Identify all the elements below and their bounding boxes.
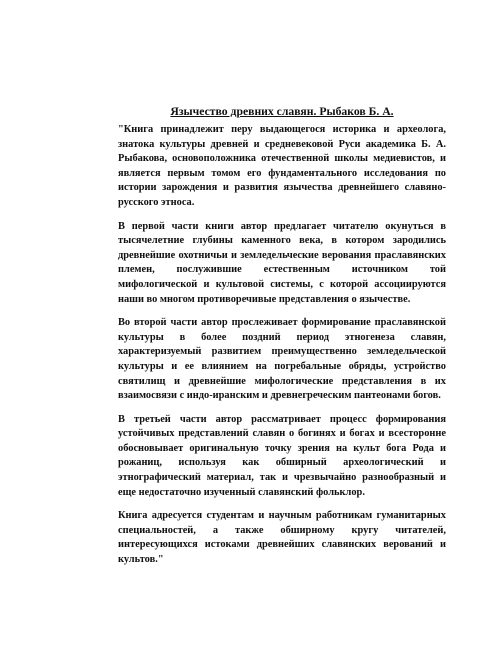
- paragraph-part-two: Во второй части автор прослеживает формирование праславянской культуры в более поздний период этногенеза славян, характеризуемый развитием преимущественно земледельческой культуры и ее влиянием на погребальные обряды, устройство святилищ и древнейшие мифологические представления в их взаимосвязи с индо-иранским и древнегреческим пантеонами богов.: [118, 317, 446, 402]
- paragraph-intro: "Книга принадлежит перу выдающегося историка и археолога, знатока культуры древней и средневековой Руси академика Б. А. Рыбакова, основоположника отечественной школы медиевистов, и является первым томом его фундаментального исследования по истории зарождения и развития язычества древнейшего славяно-русского этноса.: [118, 124, 446, 208]
- paragraph-part-one: В первой части книги автор предлагает читателю окунуться в тысячелетние глубины каменного века, в котором зародились древнейшие охотничьи и земледельческие верования праславянских племен, послужившие естественным источником той мифологической и культовой системы, с которой ассоциируются наши во многом противоречивые представления о язычестве.: [118, 220, 446, 305]
- document-page: [118, 104, 446, 577]
- paragraph-part-three: В третьей части автор рассматривает процесс формирования устойчивых представлений славян о богинях и богах и всесторонне обосновывает оригинальную точку зрения на культ бога Рода и рожаниц, используя как обширный археологический и этнографический материал, так и чрезвычайно разнообразный и еще недостаточно изученный славянский фольклор.: [118, 413, 446, 498]
- paragraph-audience: Книга адресуется студентам и научным работникам гуманитарных специальностей, а также обширному кругу читателей, интересующихся истоками древнейших славянских верований и культов.": [118, 510, 446, 566]
- document-title: Язычество древних славян. Рыбаков Б. А.: [170, 105, 394, 118]
